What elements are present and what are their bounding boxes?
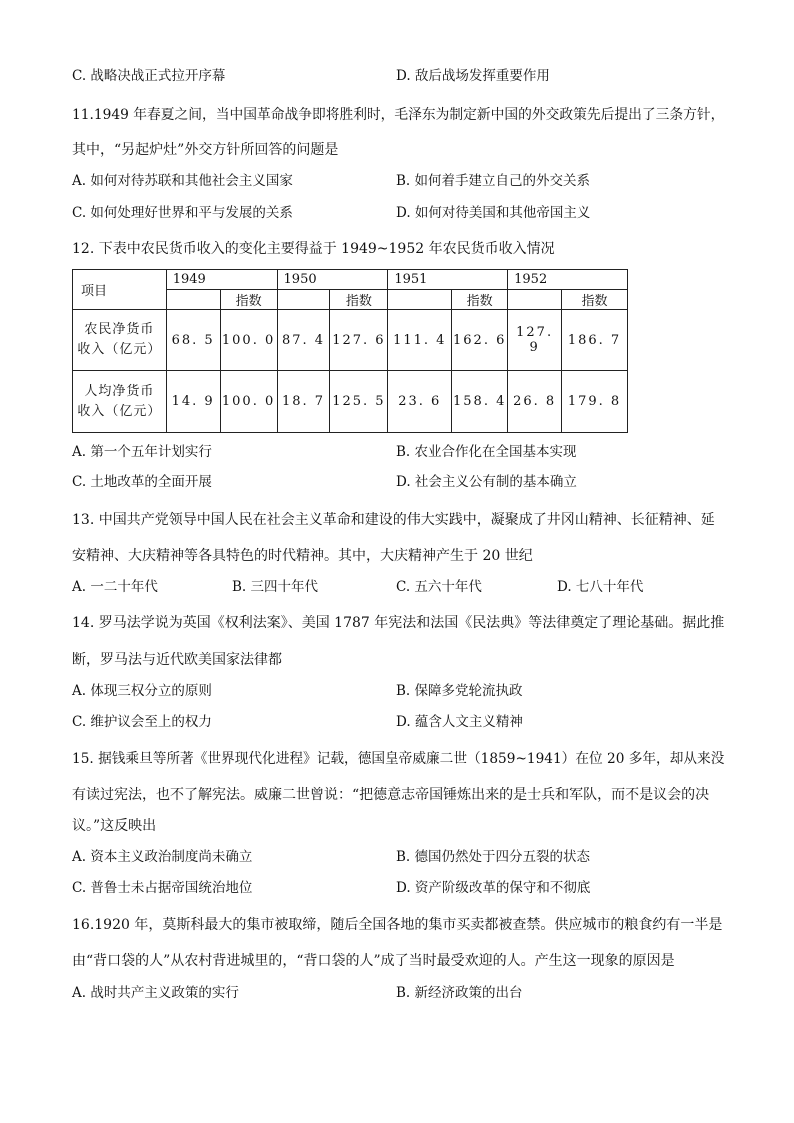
table-row (73, 371, 628, 433)
table-cell: 26. 8 (508, 371, 562, 433)
q13-stem-line2: 安精神、大庆精神等各具特色的时代精神。其中，大庆精神产生于 20 世纪 (72, 548, 533, 564)
table-cell: 68. 5 (166, 310, 220, 371)
index-header: 指数 (562, 290, 628, 310)
table-cell: 158. 4 (452, 371, 508, 433)
q14-option-c: C. 维护议会至上的权力 (72, 714, 212, 730)
q12-option-d: D. 社会主义公有制的基本确立 (396, 474, 577, 490)
index-header: 指数 (330, 290, 388, 310)
row-label-line: 人均净货币 (84, 383, 155, 399)
q11-stem-line2: 其中，“另起炉灶”外交方针所回答的问题是 (72, 142, 339, 158)
table-row (73, 310, 628, 371)
q13-option-b: B. 三四十年代 (232, 579, 319, 595)
table-cell: 100. 0 (220, 371, 277, 433)
table-cell: 125. 5 (330, 371, 388, 433)
q15-option-a: A. 资本主义政治制度尚未确立 (72, 849, 253, 865)
q15-stem-line1: 15. 据钱乘旦等所著《世界现代化进程》记载，德国皇帝威廉二世（1859~1941）在位 20 多年，却从来没 (72, 751, 725, 767)
table-cell: 87. 4 (277, 310, 330, 371)
blank-subheader (508, 290, 562, 310)
q16-stem-line2: 由“背口袋的人”从农村背进城里的，“背口袋的人”成了当时最受欢迎的人。产生这一现象的原因是 (72, 953, 675, 969)
q15-option-d: D. 资产阶级改革的保守和不彻底 (396, 880, 591, 896)
q14-option-d: D. 蕴含人文主义精神 (396, 714, 523, 730)
q13-option-c: C. 五六十年代 (396, 579, 482, 595)
q14-option-a: A. 体现三权分立的原则 (72, 683, 212, 699)
item-header: 项目 (73, 270, 167, 310)
blank-subheader (388, 290, 452, 310)
row-label-line: 农民净货币 (84, 322, 155, 337)
q12-option-a: A. 第一个五年计划实行 (72, 444, 212, 460)
q11-option-b: B. 如何着手建立自己的外交关系 (396, 173, 591, 189)
table-cell: 186. 7 (562, 310, 628, 371)
table-cell: 18. 7 (277, 371, 330, 433)
q13-option-d: D. 七八十年代 (557, 579, 644, 595)
q16-option-a: A. 战时共产主义政策的实行 (72, 985, 239, 1001)
q13-option-a: A. 一二十年代 (72, 579, 158, 595)
q10-option-d: D. 敌后战场发挥重要作用 (396, 68, 550, 84)
q15-stem-line2: 有读过宪法，也不了解宪法。威廉二世曾说：“把德意志帝国锤炼出来的是士兵和军队，而不是议会的决 (72, 787, 710, 803)
q14-stem-line1: 14. 罗马法学说为英国《权利法案》、美国 1787 年宪法和法国《民法典》等法律奠定了理论基础。据此推 (72, 615, 725, 631)
q16-option-b: B. 新经济政策的出台 (396, 985, 523, 1001)
q12-stem: 12. 下表中农民货币收入的变化主要得益于 1949~1952 年农民货币收入情况 (72, 241, 555, 257)
table-cell: 179. 8 (562, 371, 628, 433)
table-cell: 111. 4 (388, 310, 452, 371)
index-header: 指数 (220, 290, 277, 310)
year-header: 1949 (166, 270, 277, 290)
year-header: 1952 (508, 270, 628, 290)
table-header-row (73, 270, 628, 290)
row-label-line: 收入（亿元） (77, 342, 162, 357)
q15-option-c: C. 普鲁士未占据帝国统治地位 (72, 880, 253, 896)
q14-stem-line2: 断，罗马法与近代欧美国家法律都 (72, 652, 282, 668)
q11-option-a: A. 如何对待苏联和其他社会主义国家 (72, 173, 293, 189)
table-cell: 127. 6 (330, 310, 388, 371)
index-header: 指数 (452, 290, 508, 310)
q11-option-c: C. 如何处理好世界和平与发展的关系 (72, 205, 293, 221)
table-cell: 23. 6 (388, 371, 452, 433)
q10-option-c: C. 战略决战正式拉开序幕 (72, 68, 226, 84)
year-header: 1950 (277, 270, 388, 290)
table-cell: 100. 0 (220, 310, 277, 371)
row-label (73, 371, 167, 433)
q11-option-d: D. 如何对待美国和其他帝国主义 (396, 205, 591, 221)
blank-subheader (166, 290, 220, 310)
q12-option-b: B. 农业合作化在全国基本实现 (396, 444, 577, 460)
q11-stem-line1: 11.1949 年春夏之间，当中国革命战争即将胜利时，毛泽东为制定新中国的外交政策先后提出了三条方针， (72, 107, 725, 123)
table-cell: 14. 9 (166, 371, 220, 433)
q15-stem-line3: 议。”这反映出 (72, 818, 157, 834)
row-label-line: 收入（亿元） (77, 403, 162, 419)
year-header: 1951 (388, 270, 508, 290)
q15-option-b: B. 德国仍然处于四分五裂的状态 (396, 849, 591, 865)
row-label (73, 310, 167, 371)
q12-option-c: C. 土地改革的全面开展 (72, 474, 212, 490)
income-table (72, 269, 628, 433)
q16-stem-line1: 16.1920 年，莫斯科最大的集市被取缔，随后全国各地的集市买卖都被查禁。供应城市的粮食约有一半是 (72, 917, 723, 933)
blank-subheader (277, 290, 330, 310)
table-cell: 162. 6 (452, 310, 508, 371)
table-cell: 127. 9 (508, 310, 562, 371)
q14-option-b: B. 保障多党轮流执政 (396, 683, 523, 699)
q13-stem-line1: 13. 中国共产党领导中国人民在社会主义革命和建设的伟大实践中，凝聚成了井冈山精神、长征精神、延 (72, 512, 715, 528)
